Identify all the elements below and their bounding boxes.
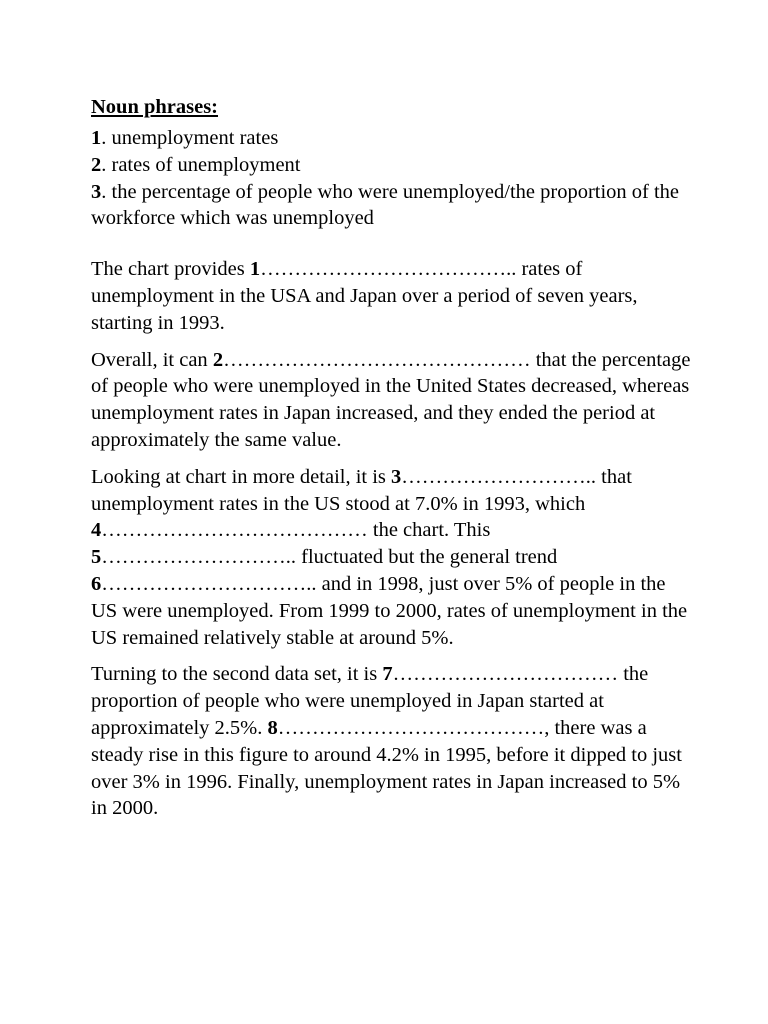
phrase-number: 3 [91,180,102,203]
text-run: …………………………………, there was a steady rise in this figure to around 4.2% in 1995, before it dipped to just over 3% in 1996. Finally, unemployment rates in Japan increased to 5% in 2000. [91,716,682,820]
noun-phrase-item [91,179,691,233]
text-run: ………………………………… the chart. This [101,519,491,542]
phrase-number: 1 [91,127,102,149]
text-run: ……………………….. fluctuated but the general trend [101,546,558,569]
noun-phrase-item [91,152,691,179]
text-run: …………………………… the proportion of people who were unemployed in Japan started at approximately 2.5%. [91,663,649,739]
blank-number: 8 [267,716,278,739]
blank-number: 2 [212,348,224,371]
noun-phrase-list [91,125,691,232]
text-run: ……………………………….. rates of unemployment in the USA and Japan over a period of seven years, starting in 1993. [91,258,638,334]
phrase-text: . rates of unemployment [101,153,301,176]
text-run: ……………………….. that unemployment rates in the US stood at 7.0% in 1993, which [91,465,632,515]
blank-number: 3 [391,465,402,488]
text-run: ……………………………………… that the percentage of people who were unemployed in the United States decreased, whereas unemployment rates in Japan increased, and they ended the period at approximately the same value. [91,348,691,451]
paragraph-overview [91,347,691,454]
paragraph-detail-japan [91,661,691,822]
text-run: Turning to the second data set, it is [91,663,383,686]
paragraph-detail-us [91,464,691,652]
phrase-number: 2 [91,153,102,176]
text-run: The chart provides [91,258,250,281]
blank-number: 4 [91,519,102,542]
blank-number: 7 [382,663,393,686]
heading-noun-phrases: Noun phrases: [91,96,219,118]
blank-number: 6 [91,572,102,595]
text-run: Looking at chart in more detail, it is [91,465,392,488]
phrase-text: . the percentage of people who were unemployed/the proportion of the workforce which was unemployed [91,180,680,230]
text-run: ………………………….. and in 1998, just over 5% of people in the US were unemployed. From 1999 to 2000, rates of unemployment in the US remained relatively stable at around 5%. [91,572,688,649]
phrase-text: . unemployment rates [101,127,279,149]
blank-number: 1 [249,258,261,281]
document-page [91,93,691,832]
text-run: Overall, it can [91,348,213,371]
blank-number: 5 [91,546,102,569]
paragraph-intro [91,256,691,336]
noun-phrase-item [91,125,691,152]
